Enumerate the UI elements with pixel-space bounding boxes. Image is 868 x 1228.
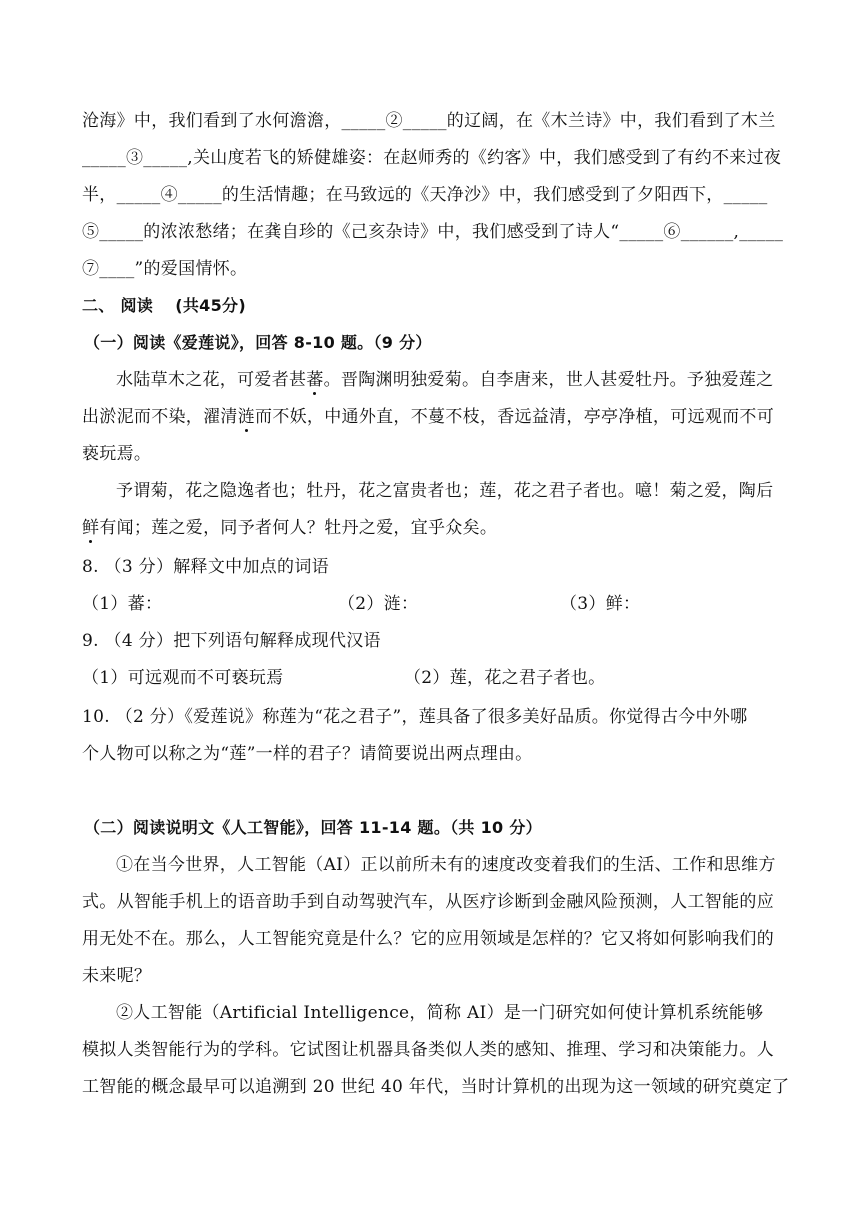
intro-line-2: _____③_____,关山度若飞的矫健雄姿：在赵师秀的《约客》中，我们感受到了有约不来过夜 — [82, 148, 782, 168]
ai-passage-line: 式。从智能手机上的语音助手到自动驾驶汽车，从医疗诊断到金融风险预测，人工智能的应 — [82, 892, 774, 912]
ai-passage-line: 未来呢？ — [82, 966, 152, 986]
ai-passage-line: ②人工智能（Artificial Intelligence，简称 AI）是一门研究如何使计算机系统能够 — [116, 1003, 764, 1023]
passage-text: 水陆草木之花，可爱者甚 — [116, 370, 307, 390]
intro-line-1: 沧海》中，我们看到了水何澹澹，_____②_____的辽阔，在《木兰诗》中，我们看到了木兰 — [82, 111, 776, 131]
question-8-stem: 8. （3 分）解释文中加点的词语 — [82, 557, 329, 577]
dotted-word-fan: 蕃 — [306, 370, 324, 390]
question-8-item-2: （2）涟： — [338, 594, 419, 614]
question-9-item-2: （2）莲，花之君子者也。 — [404, 668, 606, 688]
passage-line — [82, 405, 798, 429]
section-heading-reading: 二、 阅读 (共45分) — [82, 296, 246, 315]
part2-heading: （二）阅读说明文《人工智能》，回答 11-14 题。（共 10 分） — [84, 818, 542, 837]
part1-heading: （一）阅读《爱莲说》，回答 8-10 题。（9 分） — [84, 333, 432, 352]
intro-line-4: ⑤_____的浓浓愁绪；在龚自珍的《己亥杂诗》中，我们感受到了诗人“_____⑥______,_____ — [82, 222, 784, 242]
dotted-word-lian: 涟 — [237, 407, 256, 427]
dotted-word-xian: 鲜 — [82, 518, 100, 538]
passage-line — [82, 516, 798, 540]
passage-text: 出淤泥而不染，濯清 — [82, 407, 238, 427]
question-10-line-1: 10. （2 分）《爱莲说》称莲为“花之君子”，莲具备了很多美好品质。你觉得古今中外哪 — [82, 707, 748, 727]
question-8-item-1: （1）蕃： — [82, 594, 163, 614]
question-9-stem: 9. （4 分）把下列语句解释成现代汉语 — [82, 631, 381, 651]
passage-line: 亵玩焉。 — [82, 444, 152, 464]
ai-passage-line: 模拟人类智能行为的学科。它试图让机器具备类似人类的感知、推理、学习和决策能力。人 — [82, 1040, 774, 1060]
passage-text: 有闻；莲之爱，同予者何人？牡丹之爱，宜乎众矣。 — [99, 518, 498, 538]
passage-text: 。晋陶渊明独爱菊。自李唐来，世人甚爱牡丹。予独爱莲之 — [323, 370, 774, 390]
ai-passage-line: 工智能的概念最早可以追溯到 20 世纪 40 年代，当时计算机的出现为这一领域的研究奠定了 — [82, 1077, 790, 1097]
question-10-line-2: 个人物可以称之为“莲”一样的君子？请简要说出两点理由。 — [82, 744, 533, 764]
passage-line: 予谓菊，花之隐逸者也；牡丹，花之富贵者也；莲，花之君子者也。噫！菊之爱，陶后 — [116, 481, 774, 501]
intro-line-5: ⑦____”的爱国情怀。 — [82, 259, 248, 279]
question-9-item-1: （1）可远观而不可亵玩焉 — [82, 668, 284, 688]
passage-line — [116, 368, 798, 392]
ai-passage-line: 用无处不在。那么，人工智能究竟是什么？它的应用领域是怎样的？它又将如何影响我们的 — [82, 929, 774, 949]
ai-passage-line: ①在当今世界，人工智能（AI）正以前所未有的速度改变着我们的生活、工作和思维方 — [116, 855, 776, 875]
question-8-item-3: （3）鲜： — [560, 594, 641, 614]
passage-text: 而不妖，中通外直，不蔓不枝，香远益清，亭亭净植，可远观而不可 — [255, 407, 775, 427]
intro-line-3: 半，_____④_____的生活情趣；在马致远的《天净沙》中，我们感受到了夕阳西下，_____ — [82, 185, 768, 205]
